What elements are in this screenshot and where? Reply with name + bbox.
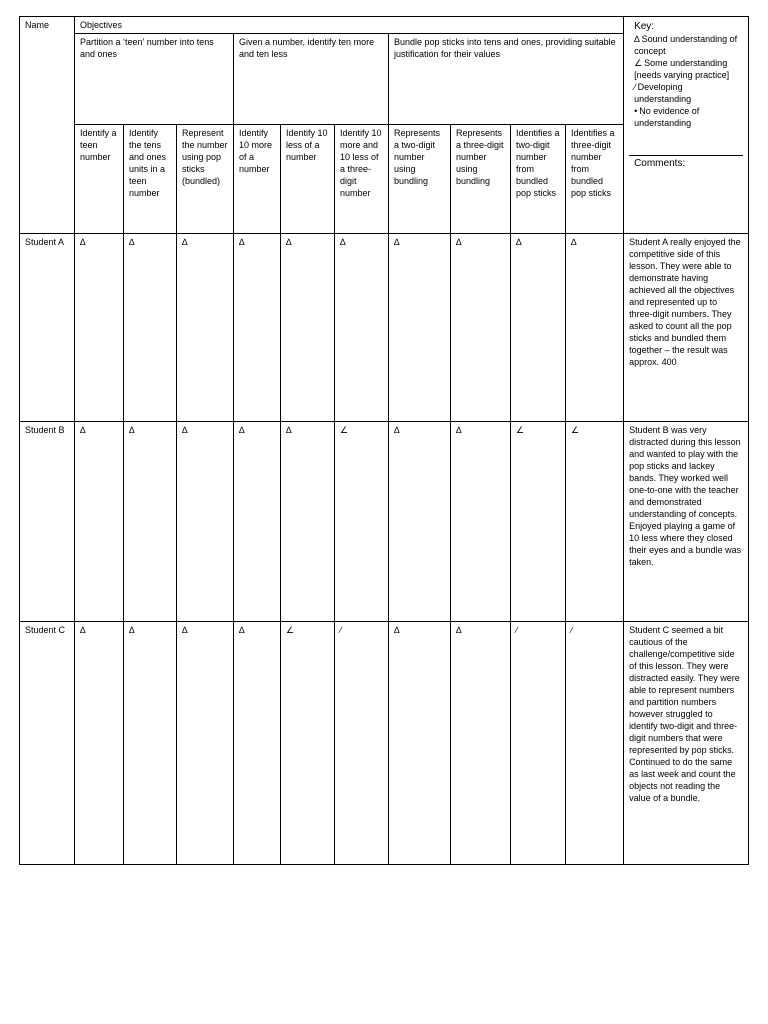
subheader-text: Identify 10 more and 10 less of a three-digit number [340, 128, 382, 198]
no-evidence-icon: • [634, 106, 638, 116]
subheader-text: Identify 10 less of a number [286, 128, 328, 162]
assessment-mark: ∠ [335, 422, 389, 622]
subheader-text: Represent the number using pop sticks (bundled) [182, 128, 228, 186]
subheader [234, 125, 281, 234]
objectives-header: Objectives [75, 17, 624, 34]
assessment-mark: ∆ [124, 622, 177, 865]
student-row [20, 622, 749, 865]
assessment-mark: ∆ [177, 422, 234, 622]
student-row [20, 234, 749, 422]
assessment-mark: ∆ [389, 622, 451, 865]
assessment-mark: ∆ [177, 622, 234, 865]
subheader [335, 125, 389, 234]
subheader-text: Identify 10 more of a number [239, 128, 273, 174]
assessment-mark: ∆ [75, 622, 124, 865]
student-name: Student C [20, 622, 75, 865]
subheader-text: Identify the tens and ones units in a teen number [129, 128, 167, 198]
developing-understanding-icon: ∕ [634, 82, 636, 92]
assessment-mark: ∆ [335, 234, 389, 422]
subheader-text: Represents a three-digit number using bundling [456, 128, 504, 186]
objective-group-partition: Partition a ‘teen’ number into tens and ones [75, 34, 234, 125]
assessment-mark: ∆ [566, 234, 624, 422]
key-item [634, 33, 738, 57]
key-cell [624, 17, 749, 234]
subheader [75, 125, 124, 234]
key-item [634, 57, 738, 81]
assessment-mark: ∕ [566, 622, 624, 865]
student-name: Student A [20, 234, 75, 422]
student-comment: Student C seemed a bit cautious of the challenge/competitive side of this lesson. They were distracted easily. They were able to represent numbers and partition numbers however struggled to identify two-digit and three-digit numbers that were represented by pop sticks. Continued to do the same as last week and count the objects not reading the value of a bundle. [624, 622, 749, 865]
assessment-mark: ∆ [234, 422, 281, 622]
assessment-mark: ∆ [389, 422, 451, 622]
assessment-mark: ∆ [75, 234, 124, 422]
subheader-text: Represents a two-digit number using bundling [394, 128, 441, 186]
key-legend [629, 19, 743, 155]
name-header: Name [20, 17, 75, 234]
student-comment: Student A really enjoyed the competitive side of this lesson. They were able to demonstrate having achieved all the objectives and represented up to three-digit numbers. They asked to count all the pop sticks and bundled them together – the result was approx. 400 [624, 234, 749, 422]
student-row [20, 422, 749, 622]
subheader-text: Identifies a two-digit number from bundled pop sticks [516, 128, 560, 198]
key-title: Key: [634, 21, 655, 32]
assessment-table [19, 16, 749, 865]
subheader [566, 125, 624, 234]
assessment-mark: ∆ [75, 422, 124, 622]
objective-group-ten-more-less: Given a number, identify ten more and ten less [234, 34, 389, 125]
subheader [177, 125, 234, 234]
assessment-mark: ∕ [335, 622, 389, 865]
assessment-mark: ∆ [451, 422, 511, 622]
subheader-text: Identifies a three-digit number from bundled pop sticks [571, 128, 615, 198]
assessment-mark: ∆ [124, 422, 177, 622]
subheader [389, 125, 451, 234]
assessment-mark: ∠ [511, 422, 566, 622]
assessment-mark: ∠ [281, 622, 335, 865]
subheader [451, 125, 511, 234]
assessment-mark: ∆ [451, 234, 511, 422]
assessment-mark: ∆ [177, 234, 234, 422]
student-comment: Student B was very distracted during this lesson and wanted to play with the pop sticks and lackey bands. They worked well one-to-one with the teacher and demonstrated understanding of concepts. Enjoyed playing a game of 10 less where they closed their eyes and a bundle was taken. [624, 422, 749, 622]
assessment-mark: ∆ [281, 234, 335, 422]
key-item-text: Sound understanding of concept [634, 34, 738, 56]
header-row-1 [20, 17, 749, 34]
assessment-mark: ∆ [451, 622, 511, 865]
objective-group-bundling: Bundle pop sticks into tens and ones, providing suitable justification for their values [389, 34, 624, 125]
subheader [511, 125, 566, 234]
subheader [281, 125, 335, 234]
some-understanding-icon: ∠ [634, 58, 643, 68]
key-item-text: Some understanding [needs varying practice] [634, 58, 730, 80]
assessment-mark: ∆ [389, 234, 451, 422]
assessment-mark: ∆ [234, 234, 281, 422]
assessment-mark: ∆ [234, 622, 281, 865]
student-name: Student B [20, 422, 75, 622]
subheader-text: Identify a teen number [80, 128, 117, 162]
assessment-mark: ∕ [511, 622, 566, 865]
assessment-mark: ∆ [124, 234, 177, 422]
key-item [634, 105, 738, 129]
assessment-mark: ∆ [281, 422, 335, 622]
key-item-text: No evidence of understanding [634, 106, 700, 128]
sound-understanding-icon: ∆ [634, 34, 640, 44]
assessment-mark: ∆ [511, 234, 566, 422]
subheader [124, 125, 177, 234]
key-item-text: Developing understanding [634, 82, 692, 104]
comments-label: Comments: [629, 155, 743, 172]
key-item [634, 81, 738, 105]
assessment-mark: ∠ [566, 422, 624, 622]
